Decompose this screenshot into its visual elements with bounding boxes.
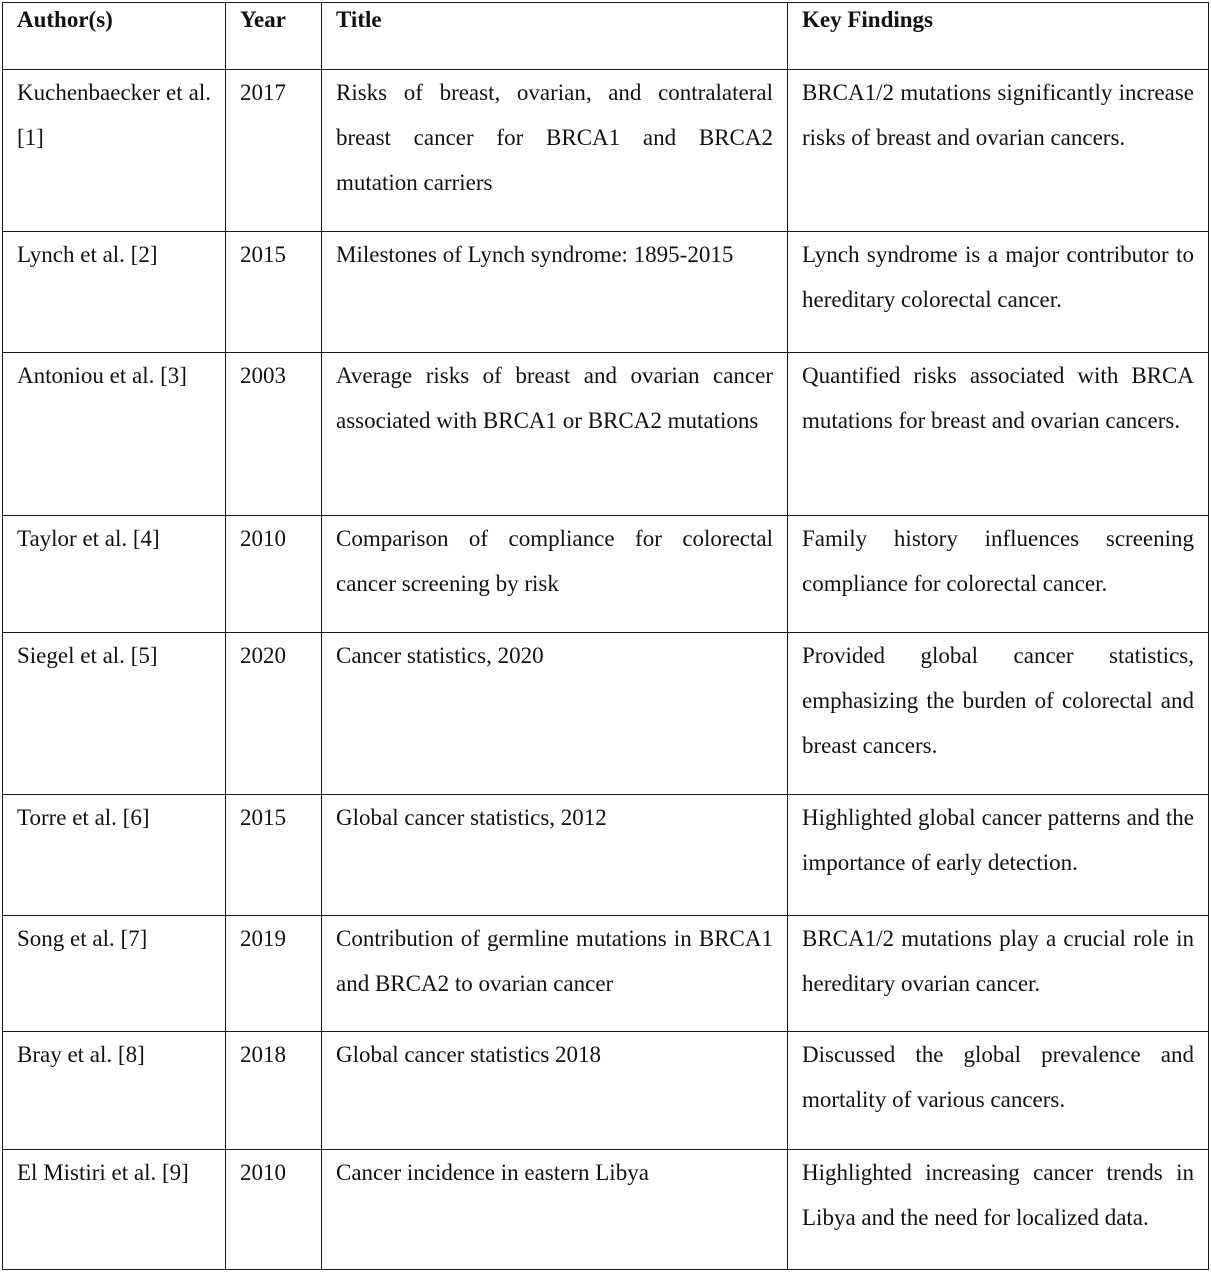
cell-key-findings: Family history influences screening compliance for colorectal cancer. — [788, 516, 1209, 633]
header-year: Year — [226, 3, 322, 70]
cell-year: 2015 — [226, 232, 322, 353]
table-row — [3, 916, 1209, 1032]
table-row — [3, 516, 1209, 633]
cell-title: Contribution of germline mutations in BRCA1 and BRCA2 to ovarian cancer — [322, 916, 788, 1032]
cell-author: Kuchenbaecker et al. [1] — [3, 70, 226, 232]
cell-year: 2017 — [226, 70, 322, 232]
table-row — [3, 1032, 1209, 1150]
cell-title: Cancer incidence in eastern Libya — [322, 1150, 788, 1270]
cell-title: Global cancer statistics 2018 — [322, 1032, 788, 1150]
cell-year: 2019 — [226, 916, 322, 1032]
cell-title: Global cancer statistics, 2012 — [322, 795, 788, 916]
table-row — [3, 70, 1209, 232]
cell-title: Cancer statistics, 2020 — [322, 633, 788, 795]
cell-year: 2010 — [226, 516, 322, 633]
cell-year: 2015 — [226, 795, 322, 916]
cell-year: 2010 — [226, 1150, 322, 1270]
cell-year: 2020 — [226, 633, 322, 795]
header-key-findings: Key Findings — [788, 3, 1209, 70]
cell-title: Risks of breast, ovarian, and contralateral breast cancer for BRCA1 and BRCA2 mutation carriers — [322, 70, 788, 232]
cell-title: Milestones of Lynch syndrome: 1895-2015 — [322, 232, 788, 353]
cell-author: Antoniou et al. [3] — [3, 353, 226, 516]
cell-key-findings: Lynch syndrome is a major contributor to hereditary colorectal cancer. — [788, 232, 1209, 353]
cell-title: Comparison of compliance for colorectal cancer screening by risk — [322, 516, 788, 633]
cell-author: Taylor et al. [4] — [3, 516, 226, 633]
cell-key-findings: Provided global cancer statistics, emphasizing the burden of colorectal and breast cancers. — [788, 633, 1209, 795]
cell-key-findings: BRCA1/2 mutations play a crucial role in hereditary ovarian cancer. — [788, 916, 1209, 1032]
cell-title: Average risks of breast and ovarian cancer associated with BRCA1 or BRCA2 mutations — [322, 353, 788, 516]
cell-author: Siegel et al. [5] — [3, 633, 226, 795]
cell-author: Song et al. [7] — [3, 916, 226, 1032]
cell-year: 2003 — [226, 353, 322, 516]
table-row — [3, 232, 1209, 353]
table-header-row — [3, 3, 1209, 70]
literature-review-table — [2, 2, 1209, 1270]
cell-author: Torre et al. [6] — [3, 795, 226, 916]
cell-author: Bray et al. [8] — [3, 1032, 226, 1150]
table-row — [3, 795, 1209, 916]
cell-year: 2018 — [226, 1032, 322, 1150]
header-author: Author(s) — [3, 3, 226, 70]
table-row — [3, 633, 1209, 795]
table-row — [3, 353, 1209, 516]
cell-key-findings: Highlighted increasing cancer trends in Libya and the need for localized data. — [788, 1150, 1209, 1270]
cell-key-findings: Quantified risks associated with BRCA mutations for breast and ovarian cancers. — [788, 353, 1209, 516]
cell-key-findings: BRCA1/2 mutations significantly increase risks of breast and ovarian cancers. — [788, 70, 1209, 232]
header-title: Title — [322, 3, 788, 70]
table-row — [3, 1150, 1209, 1270]
cell-author: El Mistiri et al. [9] — [3, 1150, 226, 1270]
cell-key-findings: Discussed the global prevalence and mortality of various cancers. — [788, 1032, 1209, 1150]
cell-author: Lynch et al. [2] — [3, 232, 226, 353]
cell-key-findings: Highlighted global cancer patterns and the importance of early detection. — [788, 795, 1209, 916]
